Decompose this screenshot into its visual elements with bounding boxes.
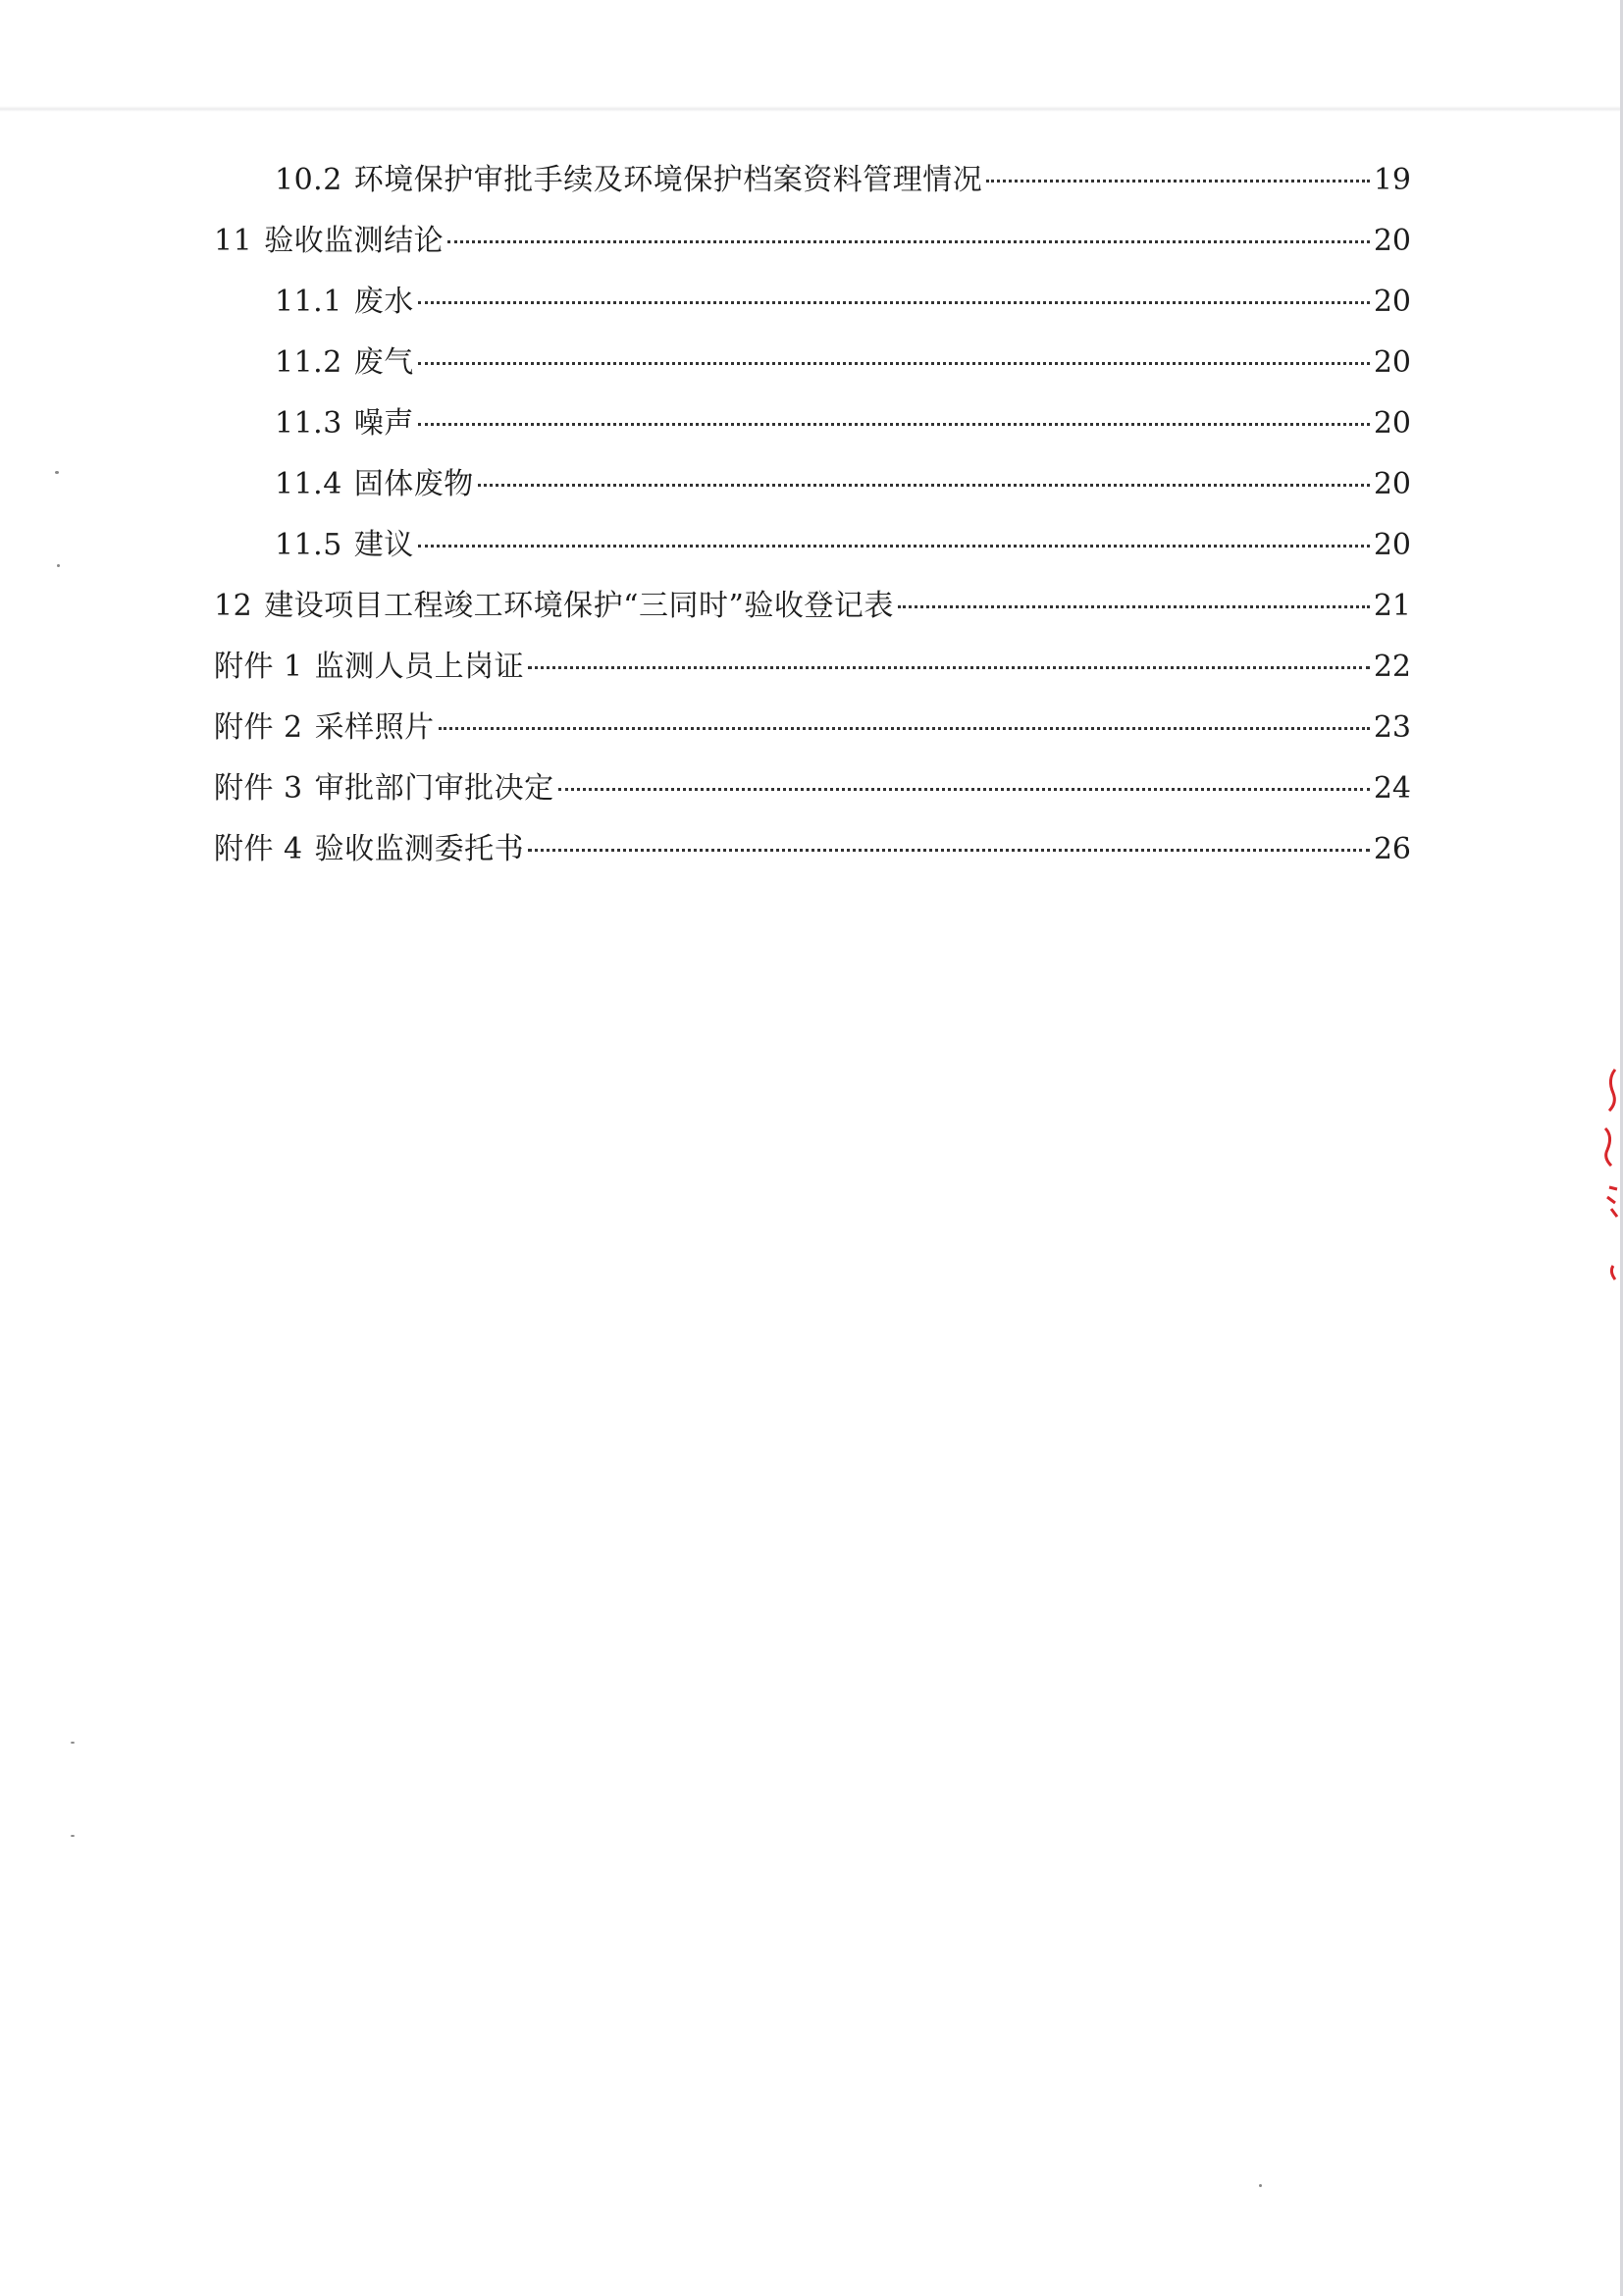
toc-title: 废水 [353, 285, 414, 319]
toc-number: 11.2 [275, 345, 342, 380]
toc-title: 监测人员上岗证 [314, 650, 525, 684]
toc-entry-appendix-3[interactable] [214, 769, 1411, 809]
toc-number: 附件 2 [214, 710, 303, 745]
dot-leader [558, 788, 1370, 791]
toc-page-number: 20 [1373, 406, 1411, 441]
toc-page-number: 23 [1373, 710, 1411, 745]
toc-number: 附件 3 [214, 771, 303, 806]
toc-title: 采样照片 [314, 710, 435, 745]
toc-number: 12 [214, 589, 253, 623]
dot-leader [418, 301, 1370, 304]
scan-speck [71, 1742, 75, 1744]
toc-number: 11.4 [275, 467, 342, 501]
toc-page-number: 20 [1373, 285, 1411, 319]
seal-fragment-icon [1599, 1060, 1619, 1285]
toc-title: 建议 [353, 528, 414, 562]
toc-entry-10-2[interactable] [275, 161, 1411, 200]
toc-number: 11 [214, 224, 253, 258]
toc-title: 废气 [353, 345, 414, 380]
toc-page-number: 19 [1373, 163, 1411, 197]
dot-leader [447, 240, 1370, 243]
toc-number: 10.2 [275, 163, 342, 197]
dot-leader [418, 545, 1370, 548]
toc-title: 验收监测结论 [264, 224, 445, 258]
scan-speck [1259, 2184, 1262, 2187]
dot-leader [478, 484, 1370, 487]
toc-page-number: 24 [1373, 771, 1411, 806]
toc-number: 附件 4 [214, 832, 303, 866]
toc-entry-12[interactable] [214, 587, 1411, 626]
toc-page-number: 20 [1373, 345, 1411, 380]
toc-page-number: 20 [1373, 224, 1411, 258]
toc-title: 审批部门审批决定 [314, 771, 554, 806]
toc-title: 验收监测委托书 [314, 832, 525, 866]
dot-leader [418, 362, 1370, 365]
toc-number: 11.5 [275, 528, 342, 562]
scan-shadow-top [0, 106, 1623, 112]
toc-title: 固体废物 [353, 467, 474, 501]
toc-entry-11-1[interactable] [275, 283, 1411, 322]
scan-speck [71, 1835, 75, 1837]
dot-leader [418, 423, 1370, 426]
dot-leader [528, 666, 1370, 669]
toc-entry-11-5[interactable] [275, 526, 1411, 565]
toc-title: 噪声 [353, 406, 414, 441]
toc-entry-11-4[interactable] [275, 465, 1411, 504]
dot-leader [986, 180, 1370, 183]
toc-number: 附件 1 [214, 650, 303, 684]
dot-leader [528, 849, 1370, 852]
toc-number: 11.1 [275, 285, 342, 319]
toc-title: 建设项目工程竣工环境保护“三同时”验收登记表 [264, 589, 894, 623]
toc-entry-appendix-4[interactable] [214, 830, 1411, 869]
scan-speck [55, 471, 59, 474]
toc-number: 11.3 [275, 406, 342, 441]
toc-page-number: 22 [1373, 650, 1411, 684]
toc-page-number: 20 [1373, 528, 1411, 562]
toc-page-number: 21 [1373, 589, 1411, 623]
toc-entry-11-2[interactable] [275, 343, 1411, 383]
toc-entry-appendix-1[interactable] [214, 648, 1411, 687]
dot-leader [898, 605, 1370, 608]
toc-page-number: 26 [1373, 832, 1411, 866]
dot-leader [439, 727, 1370, 730]
toc-entry-appendix-2[interactable] [214, 708, 1411, 748]
toc-entry-11-3[interactable] [275, 404, 1411, 444]
toc-title: 环境保护审批手续及环境保护档案资料管理情况 [353, 163, 983, 197]
toc-entry-11[interactable] [214, 222, 1411, 261]
toc-page-number: 20 [1373, 467, 1411, 501]
scan-speck [57, 564, 60, 567]
